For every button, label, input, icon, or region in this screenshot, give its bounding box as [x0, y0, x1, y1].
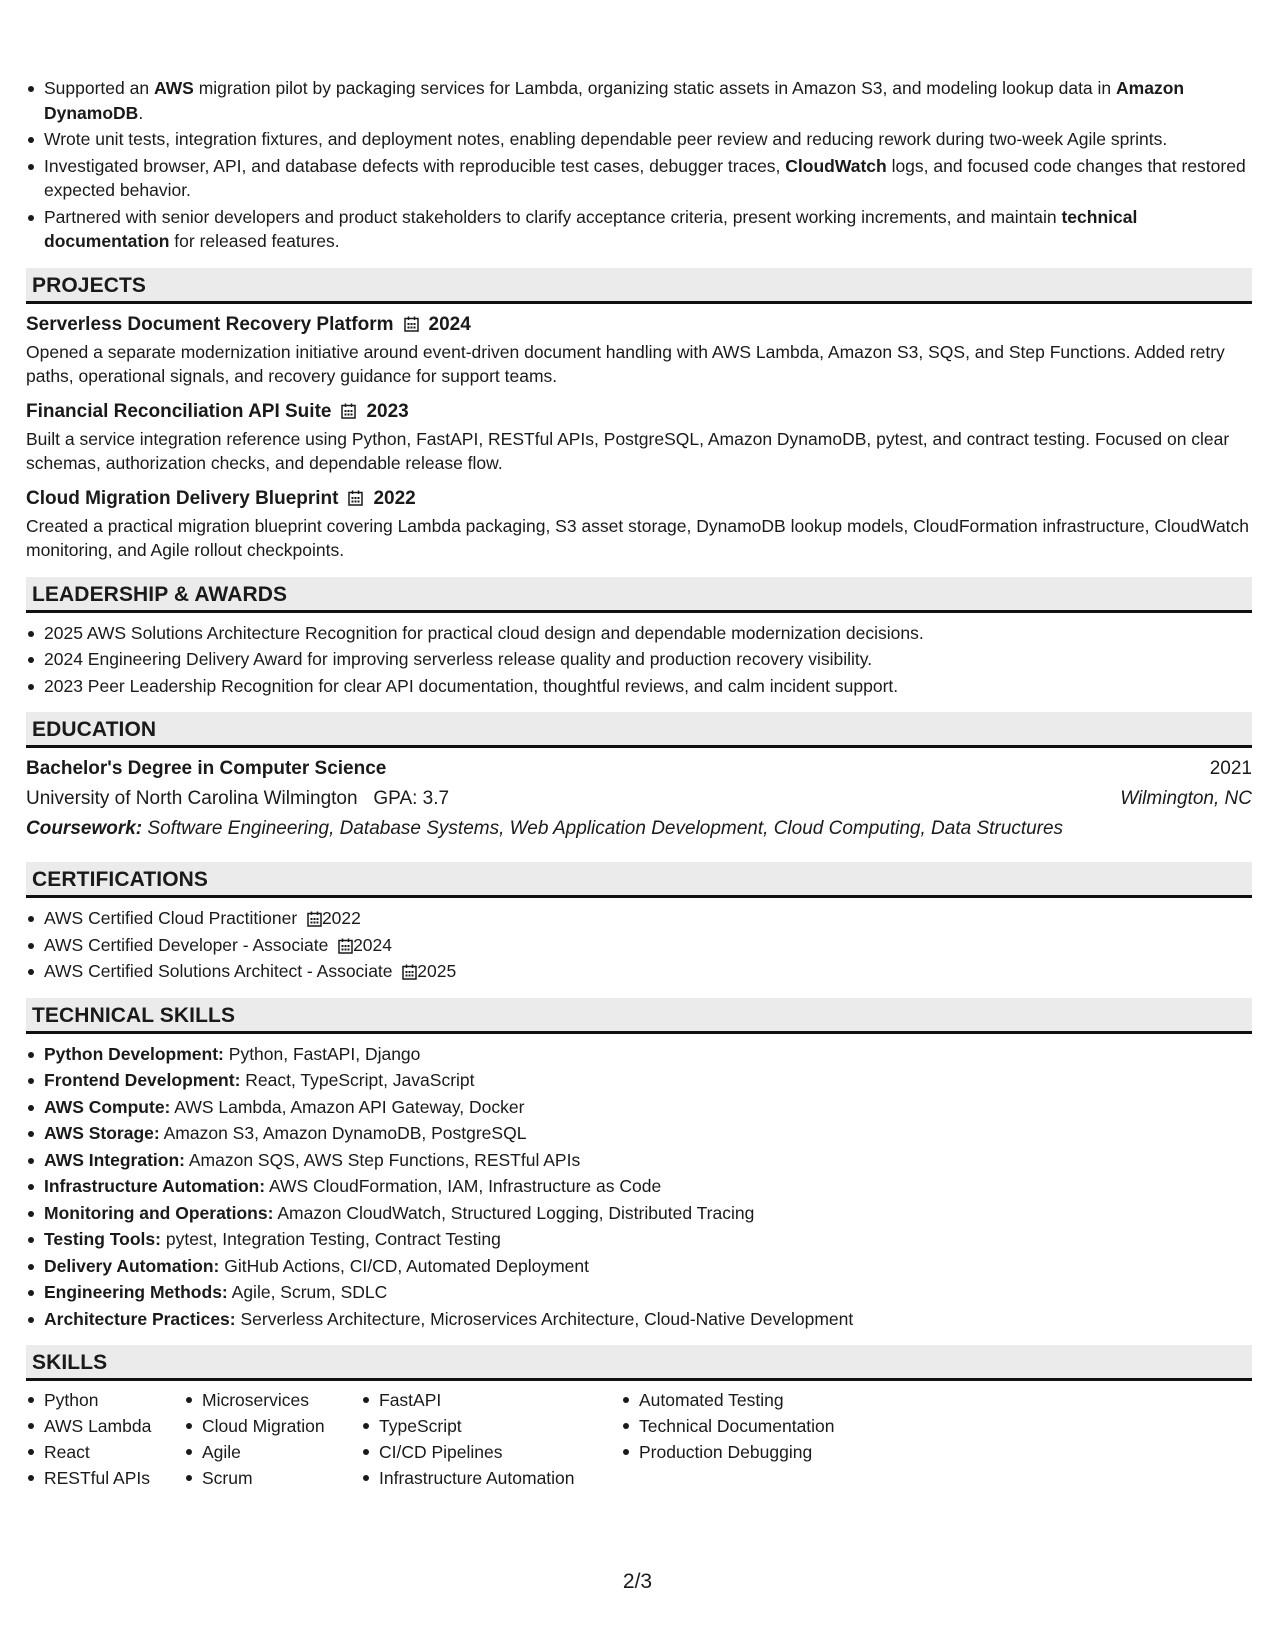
skills-column	[639, 1387, 899, 1491]
list-item: Supported an AWS migration pilot by packaging services for Lambda, organizing static assets in Amazon S3, and modeling lookup data in Amazon DynamoDB.	[44, 76, 1252, 125]
skill-values: AWS Lambda, Amazon API Gateway, Docker	[174, 1096, 525, 1117]
calendar-icon	[402, 961, 417, 981]
list-item: Automated Testing	[639, 1387, 899, 1413]
list-item: Infrastructure Automation	[379, 1465, 639, 1491]
calendar-icon	[341, 399, 356, 425]
list-item: Agile	[202, 1439, 379, 1465]
certification-name: AWS Certified Solutions Architect - Associate	[44, 961, 393, 981]
list-item: Scrum	[202, 1465, 379, 1491]
project-title: Financial Reconciliation API Suite	[26, 400, 332, 422]
skills-column	[379, 1387, 639, 1491]
skills-column	[202, 1387, 379, 1491]
list-item	[44, 1095, 1252, 1120]
certification-name: AWS Certified Cloud Practitioner	[44, 908, 298, 928]
list-item: Wrote unit tests, integration fixtures, and deployment notes, enabling dependable peer review and reducing rework during two-week Agile sprints.	[44, 127, 1252, 152]
calendar-icon	[307, 908, 322, 928]
skill-category: Delivery Automation:	[44, 1255, 220, 1276]
skill-values: Amazon S3, Amazon DynamoDB, PostgreSQL	[163, 1123, 527, 1143]
page-number: 2/3	[622, 1570, 653, 1593]
project-description: Created a practical migration blueprint covering Lambda packaging, S3 asset storage, DynamoDB lookup models, CloudFormation infrastructure, CloudWatch monitoring, and Agile rollout checkpoints.	[26, 515, 1250, 560]
skills-grid	[26, 1387, 1252, 1491]
list-item: Investigated browser, API, and database defects with reproducible test cases, debugger traces, CloudWatch logs, and focused code changes that restored expected behavior.	[44, 154, 1252, 203]
list-item	[44, 1254, 1252, 1279]
skill-values: AWS CloudFormation, IAM, Infrastructure as Code	[268, 1176, 662, 1196]
section-header-projects: PROJECTS	[26, 268, 1252, 304]
education-degree-row	[26, 754, 1252, 784]
skill-category: Frontend Development:	[44, 1070, 241, 1090]
list-item	[44, 1068, 1252, 1093]
project-title: Serverless Document Recovery Platform	[26, 313, 394, 335]
list-item	[44, 1201, 1252, 1226]
list-item: Microservices	[202, 1387, 379, 1413]
list-item: RESTful APIs	[44, 1465, 202, 1491]
list-item: Technical Documentation	[639, 1413, 899, 1439]
graduation-year: 2021	[1209, 758, 1252, 779]
list-item	[44, 1280, 1252, 1305]
certifications-list	[26, 906, 1252, 984]
skill-values: GitHub Actions, CI/CD, Automated Deployment	[224, 1255, 589, 1276]
project-year: 2024	[428, 313, 471, 335]
certification-year: 2024	[353, 934, 392, 955]
calendar-icon	[338, 935, 353, 955]
section-header-leadership: LEADERSHIP & AWARDS	[26, 577, 1252, 613]
section-header-certifications: CERTIFICATIONS	[26, 862, 1252, 898]
list-item: CI/CD Pipelines	[379, 1439, 639, 1465]
list-item	[44, 959, 1252, 984]
leadership-list	[26, 621, 1252, 699]
project-title: Cloud Migration Delivery Blueprint	[26, 487, 339, 509]
skill-category: AWS Compute:	[44, 1096, 171, 1117]
degree-title: Bachelor's Degree in Computer Science	[26, 758, 387, 779]
skill-values: Amazon SQS, AWS Step Functions, RESTful APIs	[188, 1149, 581, 1170]
skill-values: Serverless Architecture, Microservices Architecture, Cloud-Native Development	[240, 1308, 854, 1329]
skill-values: Agile, Scrum, SDLC	[231, 1282, 388, 1302]
school-line	[26, 784, 449, 814]
certification-name: AWS Certified Developer - Associate	[44, 934, 329, 955]
list-item	[44, 1148, 1252, 1173]
section-header-technical-skills: TECHNICAL SKILLS	[26, 998, 1252, 1034]
list-item	[44, 1307, 1252, 1332]
list-item: TypeScript	[379, 1413, 639, 1439]
skill-category: Python Development:	[44, 1043, 224, 1064]
project-description: Opened a separate modernization initiative around event-driven document handling with AWS Lambda, Amazon S3, SQS, and Step Functions. Added retry paths, operational signals, and recovery guidance for support teams.	[26, 341, 1225, 386]
project-title-row	[26, 486, 1252, 512]
list-item	[44, 1121, 1252, 1146]
project-entry	[26, 312, 1252, 389]
list-item	[44, 1042, 1252, 1067]
project-entry	[26, 399, 1252, 476]
coursework	[26, 814, 1252, 844]
list-item	[44, 906, 1252, 931]
list-item: AWS Lambda	[44, 1413, 202, 1439]
project-title-row	[26, 312, 1252, 338]
calendar-icon	[404, 312, 419, 338]
project-year: 2022	[373, 487, 416, 509]
section-header-skills: SKILLS	[26, 1345, 1252, 1381]
list-item: Production Debugging	[639, 1439, 899, 1465]
skill-category: AWS Integration:	[44, 1149, 185, 1170]
list-item	[44, 1174, 1252, 1199]
project-year: 2023	[366, 400, 409, 422]
project-description: Built a service integration reference using Python, FastAPI, RESTful APIs, PostgreSQL, Amazon DynamoDB, pytest, and contract testing. Focused on clear schemas, authorization checks, and dependable release flow.	[26, 428, 1230, 473]
section-header-education: EDUCATION	[26, 712, 1252, 748]
skills-column	[44, 1387, 202, 1491]
skill-values: Amazon CloudWatch, Structured Logging, Distributed Tracing	[277, 1202, 755, 1223]
skill-values: pytest, Integration Testing, Contract Testing	[165, 1229, 501, 1249]
skill-category: Testing Tools:	[44, 1229, 161, 1249]
resume-page	[26, 76, 1252, 1491]
skill-category: AWS Storage:	[44, 1123, 160, 1143]
list-item: Cloud Migration	[202, 1413, 379, 1439]
list-item: 2023 Peer Leadership Recognition for clear API documentation, thoughtful reviews, and calm incident support.	[44, 674, 1252, 699]
skill-category: Architecture Practices:	[44, 1308, 236, 1329]
skill-category: Engineering Methods:	[44, 1282, 228, 1302]
list-item: Partnered with senior developers and product stakeholders to clarify acceptance criteria, present working increments, and maintain technical documentation for released features.	[44, 205, 1252, 254]
coursework-list: Software Engineering, Database Systems, Web Application Development, Cloud Computing, Data Structures	[147, 818, 1064, 839]
project-title-row	[26, 399, 1252, 425]
education-school-row	[26, 784, 1252, 814]
calendar-icon	[348, 486, 363, 512]
school-name: University of North Carolina Wilmington	[26, 788, 358, 809]
coursework-label: Coursework:	[26, 818, 143, 839]
education-entry	[26, 754, 1252, 844]
experience-bullet-list	[26, 76, 1252, 254]
certification-year: 2025	[417, 961, 457, 981]
skill-values: React, TypeScript, JavaScript	[245, 1070, 475, 1090]
list-item	[44, 933, 1252, 958]
skill-category: Infrastructure Automation:	[44, 1176, 266, 1196]
list-item: Python	[44, 1387, 202, 1413]
gpa: GPA: 3.7	[373, 788, 450, 809]
project-entry	[26, 486, 1252, 563]
technical-skills-list	[26, 1042, 1252, 1332]
projects-list	[26, 312, 1252, 563]
list-item: React	[44, 1439, 202, 1465]
skill-values: Python, FastAPI, Django	[228, 1043, 421, 1064]
school-location: Wilmington, NC	[1120, 788, 1252, 809]
certification-year: 2022	[321, 908, 361, 928]
list-item	[44, 1227, 1252, 1252]
list-item: FastAPI	[379, 1387, 639, 1413]
skill-category: Monitoring and Operations:	[44, 1202, 274, 1223]
list-item: 2025 AWS Solutions Architecture Recognition for practical cloud design and dependable modernization decisions.	[44, 621, 1252, 646]
list-item: 2024 Engineering Delivery Award for improving serverless release quality and production recovery visibility.	[44, 647, 1252, 672]
